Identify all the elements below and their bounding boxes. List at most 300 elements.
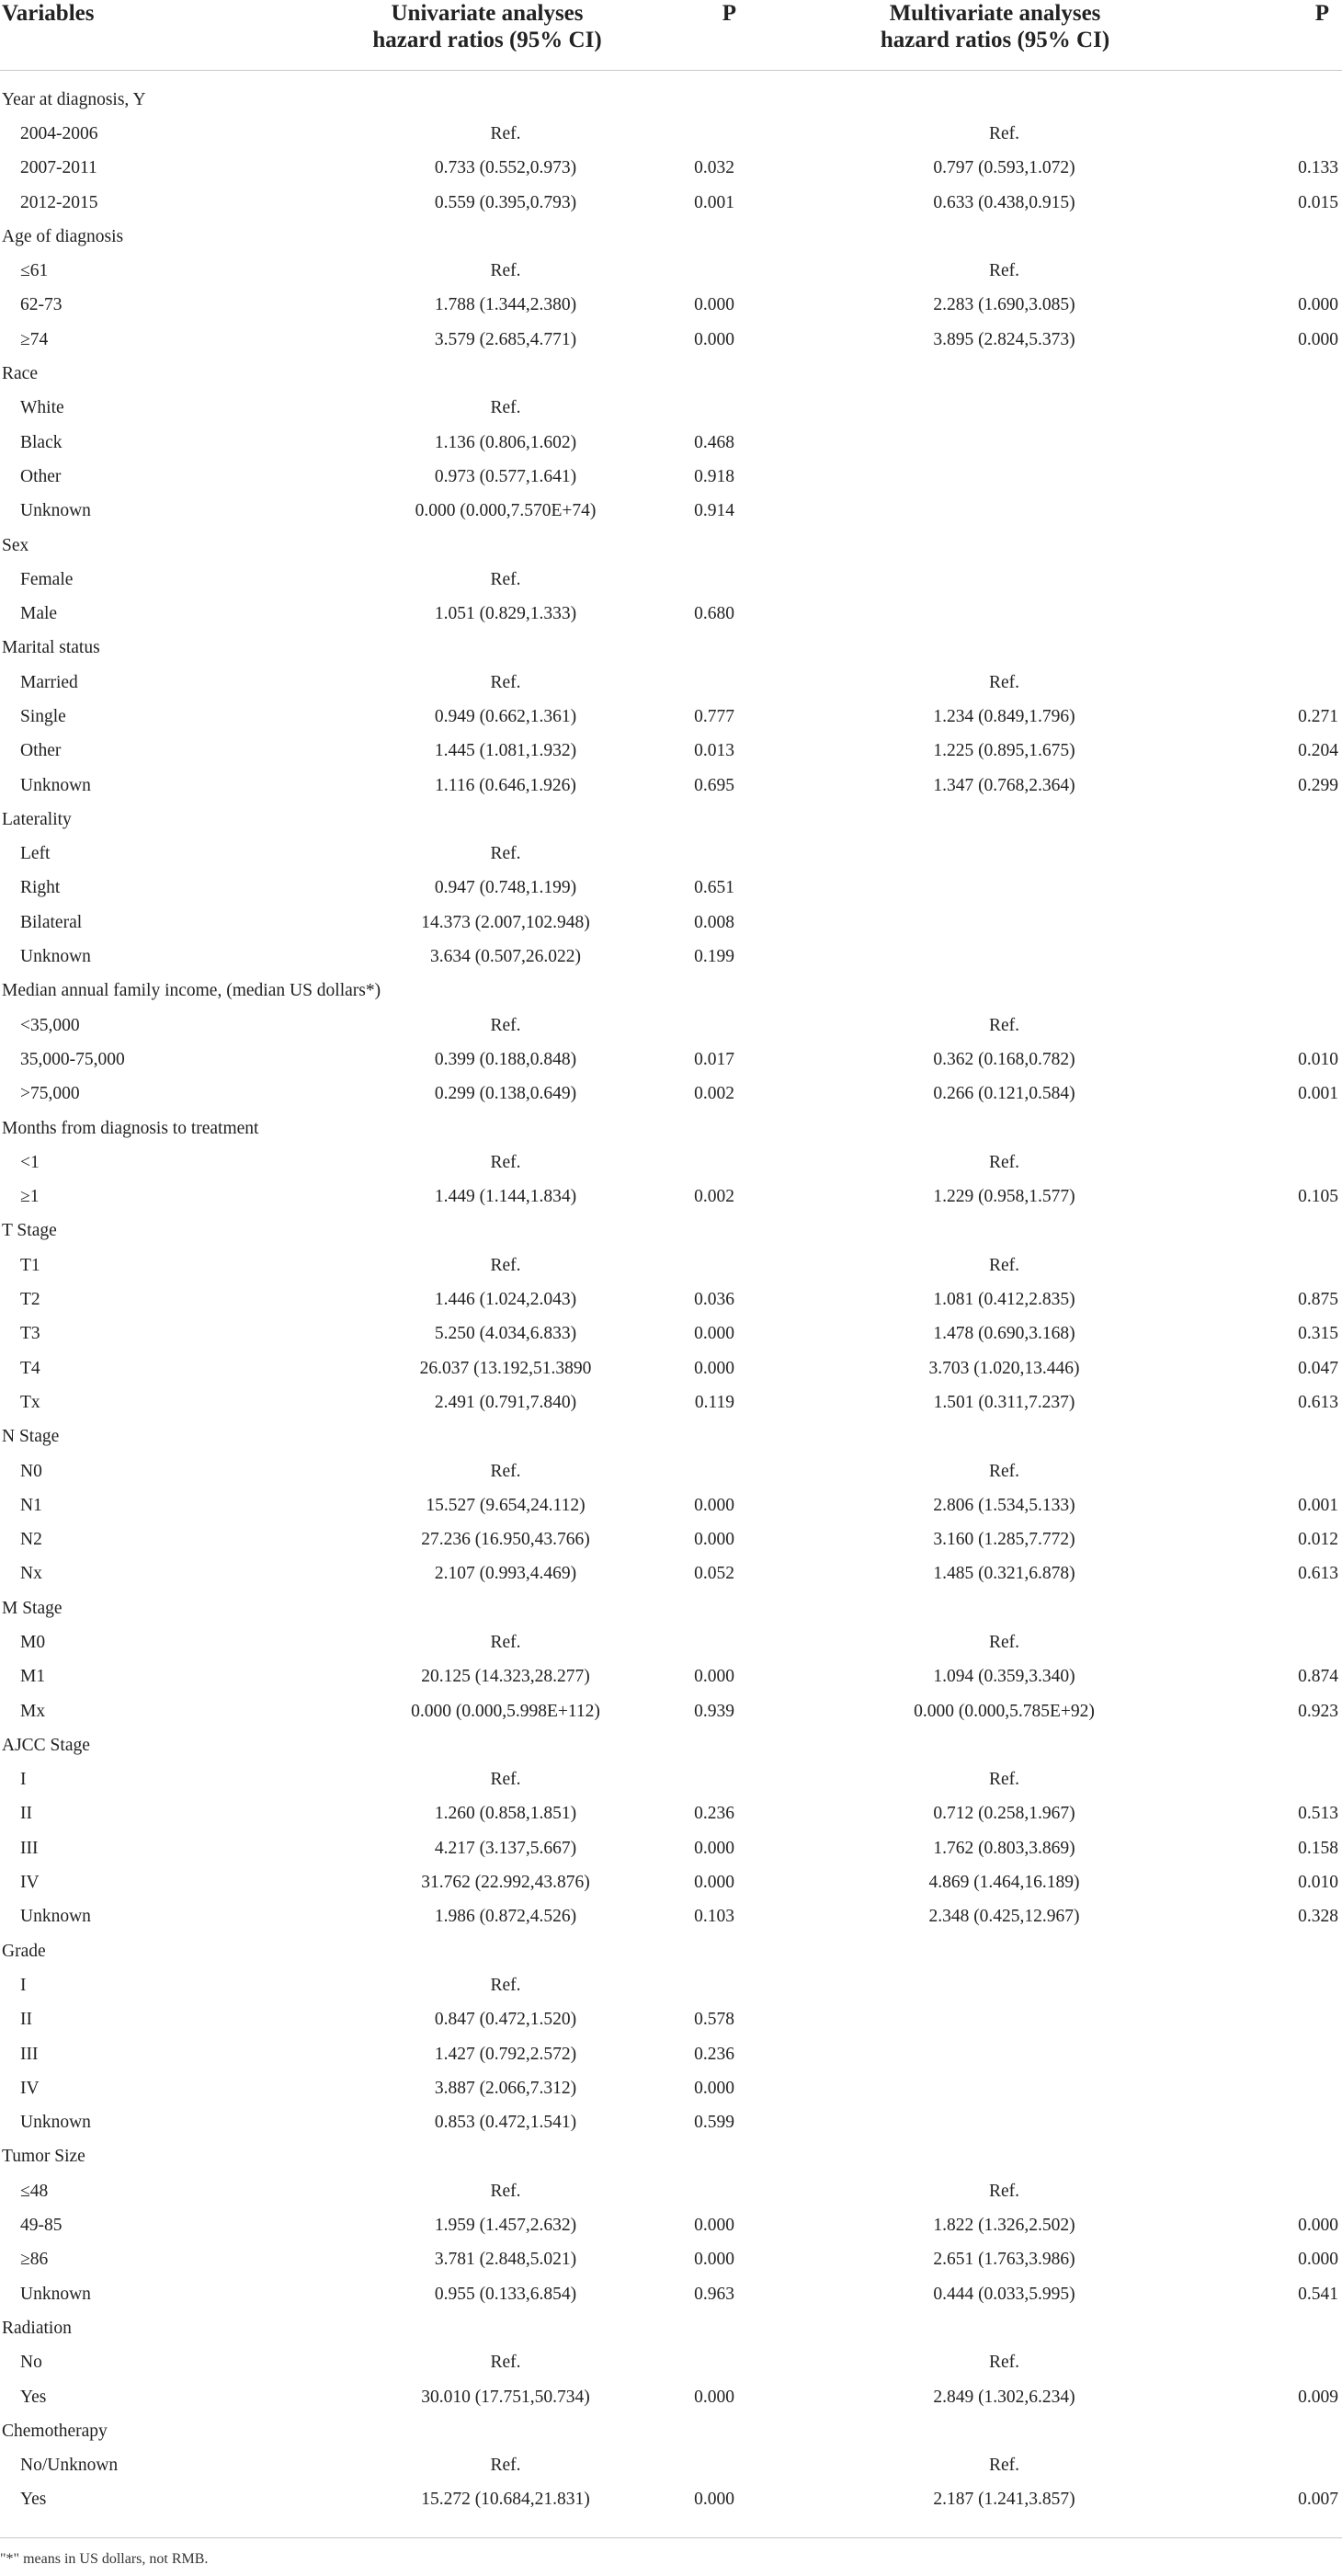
univariate-hr: 31.762 (22.992,43.876) — [421, 1873, 590, 1893]
univariate-hr: 3.887 (2.066,7.312) — [434, 2078, 577, 2098]
category-label: Grade — [2, 1941, 46, 1961]
level-label: <1 — [20, 1152, 40, 1172]
level-label: 2007-2011 — [20, 158, 97, 178]
table-row — [0, 1797, 1342, 1831]
table-row — [0, 1180, 1342, 1214]
category-label: Tumor Size — [2, 2147, 85, 2167]
level-label: Nx — [20, 1564, 42, 1584]
level-label: Single — [20, 706, 66, 726]
table-row — [0, 1900, 1342, 1934]
level-label: ≥1 — [20, 1187, 40, 1207]
table-row — [0, 495, 1342, 529]
univariate-hr: 1.788 (1.344,2.380) — [434, 295, 577, 315]
table-row — [0, 735, 1342, 769]
multivariate-hr: 0.266 (0.121,0.584) — [933, 1084, 1075, 1104]
multivariate-hr: 2.283 (1.690,3.085) — [933, 295, 1075, 315]
multivariate-hr — [795, 2071, 1195, 2105]
table-row — [0, 769, 1342, 803]
univariate-hr: 1.427 (0.792,2.572) — [434, 2044, 577, 2064]
level-label: T3 — [20, 1324, 40, 1344]
category-label: Radiation — [2, 2318, 72, 2338]
univariate-p — [671, 392, 795, 426]
multivariate-hr: 1.347 (0.768,2.364) — [933, 775, 1075, 795]
univariate-hr: 0.847 (0.472,1.520) — [434, 2010, 577, 2030]
multivariate-hr: 3.703 (1.020,13.446) — [928, 1358, 1080, 1378]
level-label: <35,000 — [20, 1015, 80, 1035]
level-label: Unknown — [20, 1907, 91, 1927]
univariate-hr: Ref. — [490, 1770, 521, 1790]
multivariate-hr: 4.869 (1.464,16.189) — [928, 1873, 1080, 1893]
category-row — [0, 220, 1342, 254]
multivariate-p — [1195, 1009, 1342, 1043]
univariate-hr: Ref. — [490, 2181, 521, 2201]
level-label: >75,000 — [20, 1084, 80, 1104]
multivariate-hr — [795, 2003, 1195, 2037]
univariate-p: 0.651 — [694, 878, 734, 898]
multivariate-p: 0.541 — [1298, 2284, 1338, 2304]
table-row — [0, 2277, 1342, 2311]
category-row — [0, 1728, 1342, 1762]
category-label: Sex — [2, 535, 29, 555]
multivariate-hr: 0.712 (0.258,1.967) — [933, 1804, 1075, 1824]
multivariate-p: 0.613 — [1298, 1392, 1338, 1412]
univariate-hr: 2.107 (0.993,4.469) — [434, 1564, 577, 1584]
univariate-hr: 0.000 (0.000,5.998E+112) — [411, 1701, 600, 1721]
table-row — [0, 1488, 1342, 1522]
header-p-univariate: P — [671, 0, 795, 71]
level-label: Married — [20, 672, 78, 692]
multivariate-hr: 1.225 (0.895,1.675) — [933, 741, 1075, 761]
multivariate-hr: Ref. — [988, 261, 1020, 281]
univariate-hr: 0.955 (0.133,6.854) — [434, 2284, 577, 2304]
table-row — [0, 597, 1342, 631]
table-row — [0, 2174, 1342, 2208]
univariate-p — [671, 838, 795, 872]
univariate-p: 0.695 — [694, 775, 734, 795]
category-label: Laterality — [2, 809, 72, 829]
multivariate-p — [1195, 940, 1342, 974]
multivariate-p — [1195, 1763, 1342, 1797]
multivariate-hr: 1.229 (0.958,1.577) — [933, 1187, 1075, 1207]
multivariate-p — [1195, 426, 1342, 460]
header-multivariate-line2: hazard ratios (95% CI) — [880, 28, 1110, 52]
table-row — [0, 2208, 1342, 2242]
table-row — [0, 700, 1342, 734]
multivariate-p — [1195, 2346, 1342, 2380]
univariate-hr: 0.947 (0.748,1.199) — [434, 878, 577, 898]
level-label: 49-85 — [20, 2216, 63, 2236]
table-row — [0, 323, 1342, 357]
multivariate-p: 0.009 — [1298, 2387, 1338, 2407]
level-label: Unknown — [20, 947, 91, 967]
table-row — [0, 186, 1342, 220]
category-label: M Stage — [2, 1598, 63, 1618]
level-label: Yes — [20, 2490, 47, 2510]
level-label: III — [20, 1838, 39, 1858]
multivariate-hr — [795, 906, 1195, 940]
univariate-hr: 15.527 (9.654,24.112) — [426, 1495, 586, 1515]
multivariate-hr: 2.806 (1.534,5.133) — [933, 1495, 1075, 1515]
univariate-hr: 1.959 (1.457,2.632) — [434, 2216, 577, 2236]
table-row — [0, 1009, 1342, 1043]
multivariate-p — [1195, 460, 1342, 494]
level-label: Other — [20, 466, 62, 486]
multivariate-p — [1195, 1625, 1342, 1659]
level-label: N0 — [20, 1461, 42, 1481]
multivariate-hr: Ref. — [988, 1015, 1020, 1035]
table-row — [0, 666, 1342, 700]
category-row — [0, 803, 1342, 837]
univariate-p: 0.000 — [694, 295, 734, 315]
univariate-hr: Ref. — [490, 672, 521, 692]
multivariate-p: 0.015 — [1298, 192, 1338, 212]
table-row — [0, 2380, 1342, 2414]
table-row — [0, 460, 1342, 494]
univariate-p: 0.000 — [694, 1838, 734, 1858]
univariate-hr: 0.000 (0.000,7.570E+74) — [415, 501, 597, 521]
level-label: Tx — [20, 1392, 40, 1412]
univariate-p: 0.000 — [694, 1358, 734, 1378]
univariate-hr: Ref. — [490, 1255, 521, 1275]
multivariate-hr: 3.160 (1.285,7.772) — [933, 1530, 1075, 1550]
category-row — [0, 632, 1342, 666]
level-label: Unknown — [20, 2284, 91, 2304]
univariate-p: 0.599 — [694, 2113, 734, 2133]
univariate-p: 0.777 — [694, 706, 734, 726]
category-row — [0, 2414, 1342, 2448]
level-label: M0 — [20, 1633, 46, 1652]
univariate-hr: 14.373 (2.007,102.948) — [421, 912, 590, 932]
level-label: Unknown — [20, 501, 91, 521]
multivariate-p — [1195, 1454, 1342, 1488]
table-row — [0, 392, 1342, 426]
category-row — [0, 975, 1342, 1009]
table-row — [0, 117, 1342, 151]
univariate-hr: 0.559 (0.395,0.793) — [434, 192, 577, 212]
level-label: M1 — [20, 1667, 46, 1687]
univariate-p — [671, 563, 795, 597]
multivariate-p: 0.874 — [1298, 1667, 1338, 1687]
header-univariate — [303, 0, 671, 71]
univariate-p — [671, 1968, 795, 2002]
univariate-p: 0.036 — [694, 1290, 734, 1310]
level-label: Male — [20, 604, 58, 624]
table-row — [0, 152, 1342, 186]
table-row — [0, 563, 1342, 597]
level-label: Black — [20, 432, 63, 452]
header-univariate-line2: hazard ratios (95% CI) — [372, 28, 602, 52]
univariate-p: 0.000 — [694, 2387, 734, 2407]
level-label: Yes — [20, 2387, 47, 2407]
multivariate-hr: Ref. — [988, 672, 1020, 692]
multivariate-hr: 1.478 (0.690,3.168) — [933, 1324, 1075, 1344]
univariate-hr: Ref. — [490, 569, 521, 589]
level-label: T4 — [20, 1358, 40, 1378]
univariate-p: 0.017 — [694, 1049, 734, 1069]
level-label: 2012-2015 — [20, 192, 98, 212]
multivariate-p — [1195, 254, 1342, 288]
multivariate-p: 0.001 — [1298, 1495, 1338, 1515]
multivariate-p: 0.328 — [1298, 1907, 1338, 1927]
footnote-divider — [0, 2537, 1342, 2538]
multivariate-hr: Ref. — [988, 2353, 1020, 2373]
level-label: No/Unknown — [20, 2456, 119, 2476]
multivariate-p: 0.007 — [1298, 2490, 1338, 2510]
univariate-hr: 0.853 (0.472,1.541) — [434, 2113, 577, 2133]
multivariate-hr: Ref. — [988, 1152, 1020, 1172]
multivariate-p: 0.000 — [1298, 295, 1338, 315]
multivariate-hr: Ref. — [988, 123, 1020, 143]
table-row — [0, 1968, 1342, 2002]
multivariate-hr: 0.444 (0.033,5.995) — [933, 2284, 1075, 2304]
univariate-p — [671, 1146, 795, 1180]
multivariate-hr — [795, 392, 1195, 426]
multivariate-p — [1195, 2174, 1342, 2208]
multivariate-p — [1195, 906, 1342, 940]
category-label: Median annual family income, (median US dollars*) — [2, 981, 381, 1001]
table-row — [0, 1282, 1342, 1316]
category-label: Age of diagnosis — [2, 226, 124, 246]
multivariate-p — [1195, 838, 1342, 872]
univariate-p — [671, 117, 795, 151]
multivariate-p — [1195, 117, 1342, 151]
univariate-p: 0.918 — [694, 466, 734, 486]
category-label: T Stage — [2, 1221, 57, 1241]
multivariate-hr — [795, 460, 1195, 494]
category-label: Chemotherapy — [2, 2421, 108, 2441]
level-label: II — [20, 1804, 32, 1824]
multivariate-hr — [795, 872, 1195, 906]
level-label: Left — [20, 844, 51, 864]
univariate-p — [671, 1248, 795, 1282]
table-row — [0, 1248, 1342, 1282]
univariate-hr: Ref. — [490, 123, 521, 143]
header-multivariate-line1: Multivariate analyses — [889, 1, 1101, 26]
level-label: Right — [20, 878, 61, 898]
table-row — [0, 254, 1342, 288]
table-row — [0, 2071, 1342, 2105]
multivariate-hr — [795, 940, 1195, 974]
multivariate-p: 0.000 — [1298, 2216, 1338, 2236]
level-label: Bilateral — [20, 912, 83, 932]
multivariate-p — [1195, 597, 1342, 631]
univariate-p: 0.008 — [694, 912, 734, 932]
level-label: Unknown — [20, 2113, 91, 2133]
multivariate-p — [1195, 1248, 1342, 1282]
univariate-p: 0.578 — [694, 2010, 734, 2030]
category-row — [0, 357, 1342, 391]
multivariate-hr — [795, 495, 1195, 529]
univariate-p — [671, 1009, 795, 1043]
multivariate-hr — [795, 838, 1195, 872]
multivariate-hr — [795, 1968, 1195, 2002]
table-row — [0, 872, 1342, 906]
category-row — [0, 1214, 1342, 1248]
multivariate-p: 0.204 — [1298, 741, 1338, 761]
univariate-hr: 0.973 (0.577,1.641) — [434, 466, 577, 486]
table-row — [0, 1385, 1342, 1419]
univariate-p: 0.000 — [694, 2490, 734, 2510]
multivariate-p: 0.133 — [1298, 158, 1338, 178]
table-row — [0, 2483, 1342, 2517]
level-label: Unknown — [20, 775, 91, 795]
level-label: T2 — [20, 1290, 40, 1310]
multivariate-p: 0.105 — [1298, 1187, 1338, 1207]
multivariate-p — [1195, 1968, 1342, 2002]
multivariate-p: 0.010 — [1298, 1873, 1338, 1893]
univariate-p — [671, 254, 795, 288]
univariate-p: 0.103 — [694, 1907, 734, 1927]
univariate-hr: Ref. — [490, 1633, 521, 1652]
multivariate-hr: 1.081 (0.412,2.835) — [933, 1290, 1075, 1310]
univariate-hr: 15.272 (10.684,21.831) — [421, 2490, 590, 2510]
multivariate-hr: 1.501 (0.311,7.237) — [933, 1392, 1075, 1412]
univariate-hr: 1.136 (0.806,1.602) — [434, 432, 577, 452]
multivariate-p: 0.315 — [1298, 1324, 1338, 1344]
univariate-p — [671, 1625, 795, 1659]
table-row — [0, 2106, 1342, 2140]
table-row — [0, 1043, 1342, 1077]
multivariate-p: 0.271 — [1298, 706, 1338, 726]
univariate-hr: 1.260 (0.858,1.851) — [434, 1804, 577, 1824]
univariate-hr: 0.949 (0.662,1.361) — [434, 706, 577, 726]
multivariate-hr — [795, 563, 1195, 597]
level-label: N2 — [20, 1530, 42, 1550]
univariate-p: 0.000 — [694, 2216, 734, 2236]
univariate-p: 0.013 — [694, 741, 734, 761]
univariate-hr: 2.491 (0.791,7.840) — [434, 1392, 577, 1412]
multivariate-hr: Ref. — [988, 1770, 1020, 1790]
table-row — [0, 1146, 1342, 1180]
category-label: N Stage — [2, 1427, 60, 1447]
univariate-p: 0.236 — [694, 2044, 734, 2064]
univariate-p: 0.119 — [694, 1392, 734, 1412]
table-row — [0, 1317, 1342, 1351]
multivariate-p — [1195, 2106, 1342, 2140]
multivariate-p — [1195, 495, 1342, 529]
multivariate-p: 0.299 — [1298, 775, 1338, 795]
univariate-p: 0.001 — [694, 192, 734, 212]
multivariate-p — [1195, 563, 1342, 597]
table-row — [0, 1522, 1342, 1556]
univariate-p: 0.000 — [694, 1667, 734, 1687]
category-label: Marital status — [2, 638, 100, 658]
table-row — [0, 1660, 1342, 1694]
multivariate-hr: Ref. — [988, 2181, 1020, 2201]
table-row — [0, 2448, 1342, 2482]
level-label: Other — [20, 741, 62, 761]
univariate-p: 0.236 — [694, 1804, 734, 1824]
univariate-hr: Ref. — [490, 1152, 521, 1172]
multivariate-p: 0.012 — [1298, 1530, 1338, 1550]
table-row — [0, 1831, 1342, 1865]
univariate-p — [671, 1763, 795, 1797]
multivariate-p: 0.923 — [1298, 1701, 1338, 1721]
level-label: II — [20, 2010, 32, 2030]
level-label: IV — [20, 1873, 40, 1893]
table-row — [0, 1077, 1342, 1111]
univariate-hr: 3.781 (2.848,5.021) — [434, 2250, 577, 2270]
multivariate-hr: 2.187 (1.241,3.857) — [933, 2490, 1075, 2510]
multivariate-p: 0.875 — [1298, 1290, 1338, 1310]
univariate-hr: 1.116 (0.646,1.926) — [435, 775, 576, 795]
multivariate-hr: 2.348 (0.425,12.967) — [928, 1907, 1080, 1927]
univariate-p: 0.914 — [694, 501, 734, 521]
univariate-hr: 1.446 (1.024,2.043) — [434, 1290, 577, 1310]
level-label: I — [20, 1975, 27, 1995]
univariate-hr: Ref. — [490, 1975, 521, 1995]
level-label: Mx — [20, 1701, 46, 1721]
level-label: 62-73 — [20, 295, 63, 315]
level-label: Female — [20, 569, 74, 589]
univariate-hr: 26.037 (13.192,51.3890 — [419, 1358, 592, 1378]
univariate-p: 0.963 — [694, 2284, 734, 2304]
table-row — [0, 1694, 1342, 1728]
multivariate-p — [1195, 872, 1342, 906]
level-label: White — [20, 398, 64, 418]
multivariate-hr: 0.000 (0.000,5.785E+92) — [914, 1701, 1095, 1721]
multivariate-hr: 0.797 (0.593,1.072) — [933, 158, 1075, 178]
table-row — [0, 1454, 1342, 1488]
univariate-p — [671, 2346, 795, 2380]
univariate-hr: 27.236 (16.950,43.766) — [421, 1530, 590, 1550]
multivariate-hr: 0.362 (0.168,0.782) — [933, 1049, 1075, 1069]
univariate-p: 0.000 — [694, 1495, 734, 1515]
header-row — [0, 0, 1342, 71]
table-row — [0, 1625, 1342, 1659]
multivariate-p — [1195, 1146, 1342, 1180]
univariate-p: 0.000 — [694, 1324, 734, 1344]
table-row — [0, 2003, 1342, 2037]
univariate-p: 0.000 — [694, 2250, 734, 2270]
table-row — [0, 1763, 1342, 1797]
multivariate-p — [1195, 2448, 1342, 2482]
multivariate-p — [1195, 392, 1342, 426]
univariate-hr: 0.733 (0.552,0.973) — [434, 158, 577, 178]
univariate-p: 0.680 — [694, 604, 734, 624]
multivariate-p — [1195, 2037, 1342, 2071]
table-row — [0, 838, 1342, 872]
univariate-hr: Ref. — [490, 2353, 521, 2373]
table-row — [0, 289, 1342, 323]
table-body — [0, 71, 1342, 2518]
table-row — [0, 940, 1342, 974]
level-label: 2004-2006 — [20, 123, 98, 143]
table-row — [0, 1865, 1342, 1899]
multivariate-hr: 1.485 (0.321,6.878) — [933, 1564, 1075, 1584]
univariate-p — [671, 2448, 795, 2482]
univariate-hr: Ref. — [490, 1461, 521, 1481]
univariate-hr: 1.445 (1.081,1.932) — [434, 741, 577, 761]
multivariate-hr: 2.651 (1.763,3.986) — [933, 2250, 1075, 2270]
multivariate-p — [1195, 666, 1342, 700]
multivariate-hr: Ref. — [988, 1255, 1020, 1275]
category-row — [0, 2311, 1342, 2345]
category-row — [0, 529, 1342, 563]
multivariate-p: 0.000 — [1298, 2250, 1338, 2270]
category-row — [0, 71, 1342, 118]
univariate-p: 0.000 — [694, 1530, 734, 1550]
level-label: T1 — [20, 1255, 40, 1275]
table-row — [0, 2243, 1342, 2277]
footnote: "*" means in US dollars, not RMB. — [0, 2551, 209, 2567]
header-univariate-line1: Univariate analyses — [391, 1, 584, 26]
univariate-p — [671, 666, 795, 700]
category-label: Race — [2, 364, 38, 384]
multivariate-hr — [795, 597, 1195, 631]
category-row — [0, 1591, 1342, 1625]
category-row — [0, 1934, 1342, 1968]
